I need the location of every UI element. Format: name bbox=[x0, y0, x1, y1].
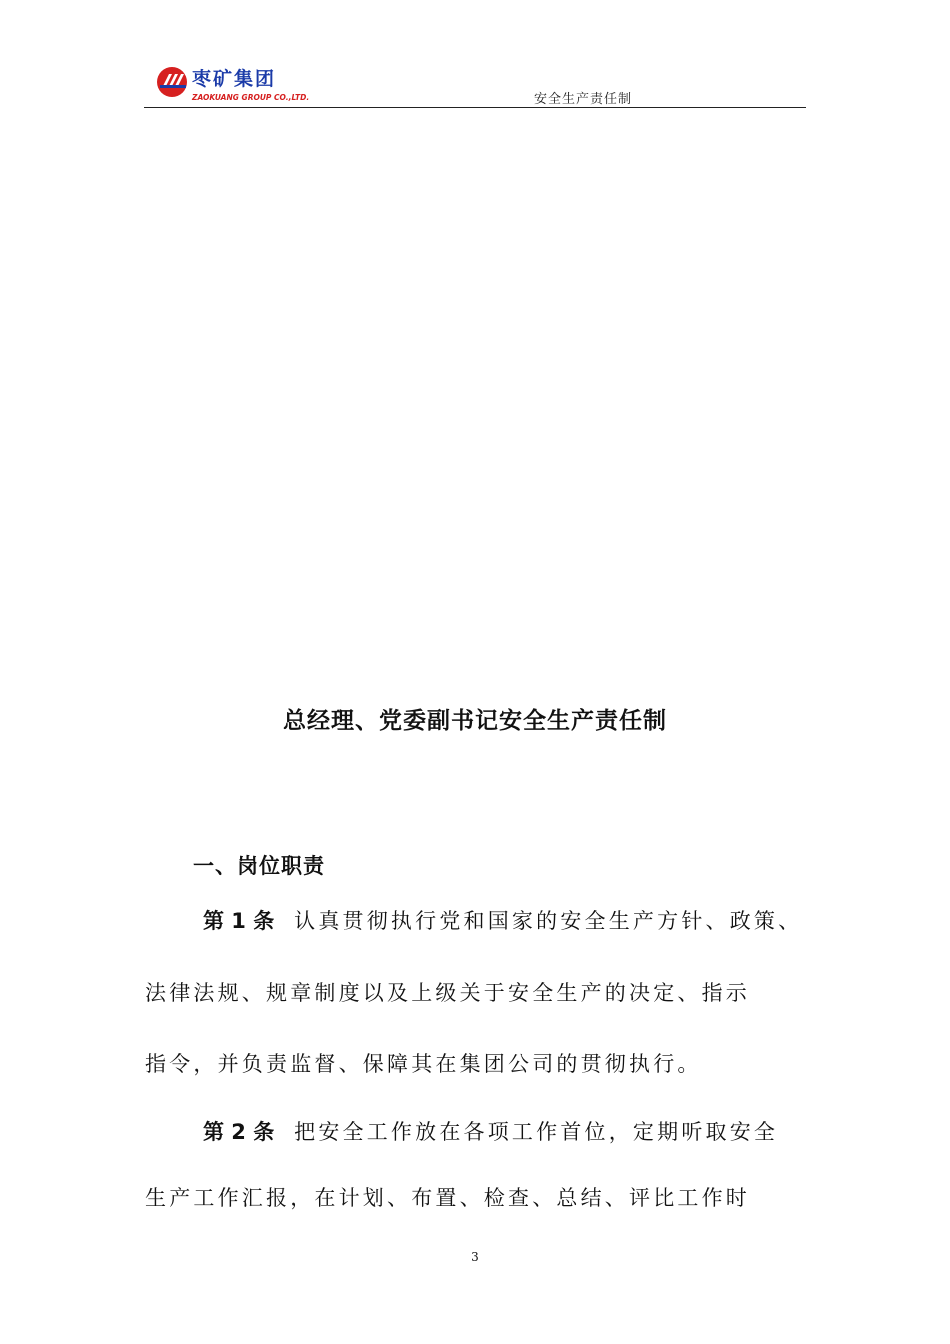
article-1-line-3: 指令，并负责监督、保障其在集团公司的贯彻执行。 bbox=[145, 1052, 702, 1076]
page-header bbox=[144, 60, 806, 108]
article-2-line-1 bbox=[203, 1116, 778, 1146]
company-logo bbox=[156, 64, 326, 106]
header-title: 安全生产责任制 bbox=[533, 92, 632, 107]
article-2-text-1: 把安全工作放在各项工作首位，定期听取安全 bbox=[294, 1120, 779, 1144]
logo-emblem-icon bbox=[156, 66, 188, 98]
article-1-text-1: 认真贯彻执行党和国家的安全生产方针、政策、 bbox=[294, 909, 803, 933]
logo-text-en: ZAOKUANG GROUP CO.,LTD. bbox=[192, 93, 310, 102]
page-number: 3 bbox=[471, 1250, 479, 1264]
article-2-label: 第 2 条 bbox=[203, 1120, 275, 1144]
article-1-line-2: 法律法规、规章制度以及上级关于安全生产的决定、指示 bbox=[145, 981, 750, 1005]
article-1-line-1 bbox=[203, 905, 802, 935]
section-heading: 一、岗位职责 bbox=[193, 854, 325, 878]
logo-text-cn: 枣矿集团 bbox=[192, 68, 277, 90]
article-2-line-2: 生产工作汇报，在计划、布置、检查、总结、评比工作时 bbox=[145, 1186, 750, 1210]
document-title: 总经理、党委副书记安全生产责任制 bbox=[283, 708, 667, 734]
article-1-label: 第 1 条 bbox=[203, 909, 275, 933]
